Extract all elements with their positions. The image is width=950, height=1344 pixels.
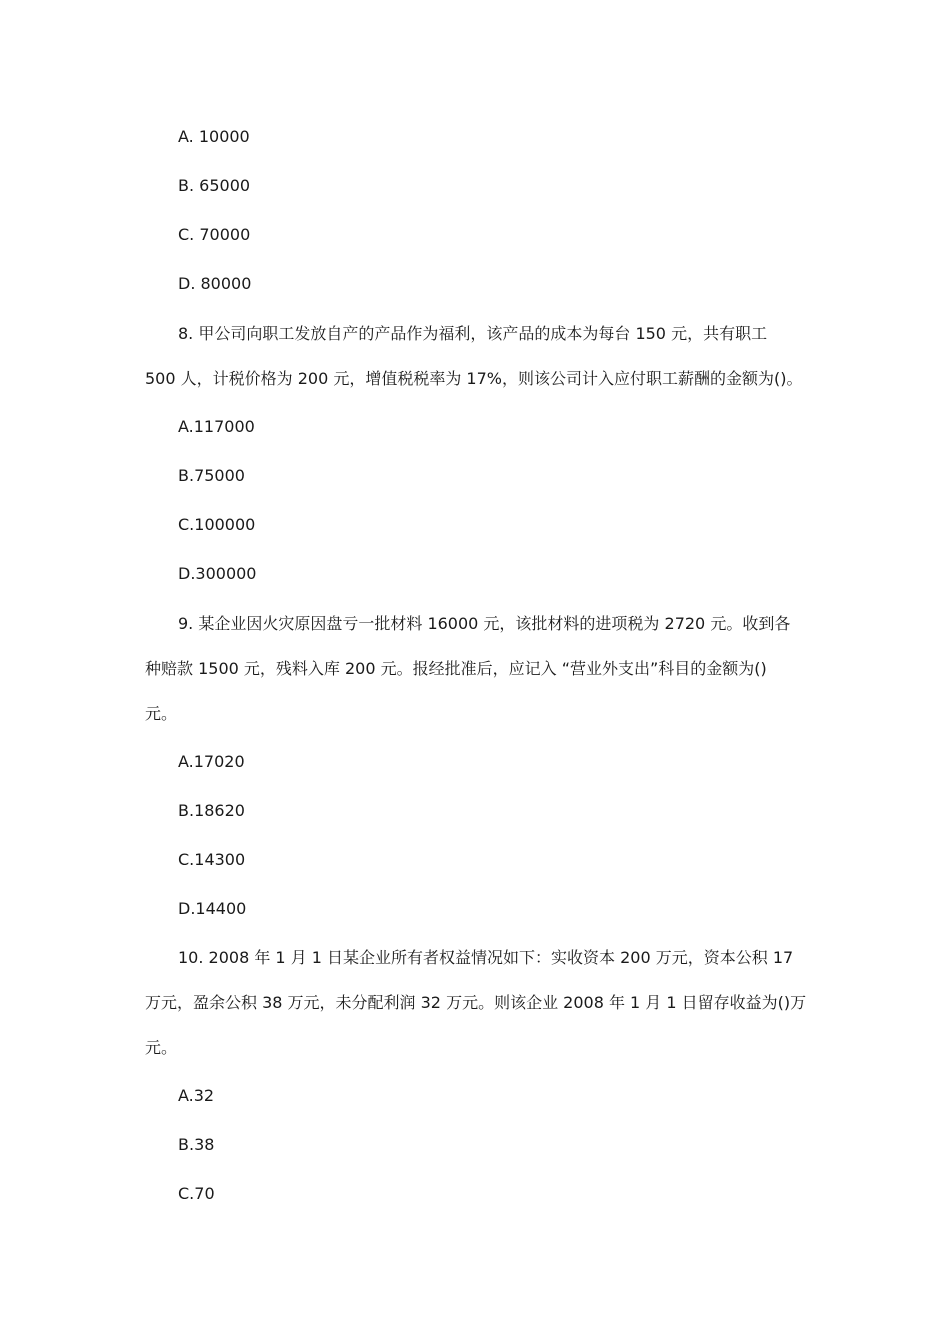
- question-9-option-c: C.14300: [178, 850, 246, 869]
- question-9-line-2: 种赔款 1500 元，残料入库 200 元。报经批准后，应记入 “营业外支出”科目的金额为(): [145, 659, 767, 678]
- question-8-line-2: 500 人，计税价格为 200 元，增值税税率为 17%，则该公司计入应付职工薪酬的金额为()。: [145, 369, 803, 388]
- question-9-option-d: D.14400: [178, 899, 247, 918]
- question-8-option-c: C.100000: [178, 515, 256, 534]
- question-8-option-a: A.117000: [178, 417, 255, 436]
- question-9-option-b: B.18620: [178, 801, 245, 820]
- question-8-line-1: 8. 甲公司向职工发放自产的产品作为福利，该产品的成本为每台 150 元，共有职工: [178, 324, 768, 343]
- question-10-line-1: 10. 2008 年 1 月 1 日某企业所有者权益情况如下：实收资本 200 万元，资本公积 17: [178, 948, 794, 967]
- option-b-prev: B. 65000: [178, 176, 251, 195]
- question-9-option-a: A.17020: [178, 752, 245, 771]
- option-d-prev: D. 80000: [178, 274, 252, 293]
- option-c-prev: C. 70000: [178, 225, 251, 244]
- question-10-line-2: 万元，盈余公积 38 万元，未分配利润 32 万元。则该企业 2008 年 1 月 1 日留存收益为()万: [145, 993, 807, 1012]
- question-8-option-d: D.300000: [178, 564, 257, 583]
- question-10-option-b: B.38: [178, 1135, 215, 1154]
- question-10-option-a: A.32: [178, 1086, 215, 1105]
- question-9-line-1: 9. 某企业因火灾原因盘亏一批材料 16000 元，该批材料的进项税为 2720 元。收到各: [178, 614, 791, 633]
- option-a-prev: A. 10000: [178, 127, 250, 146]
- question-10-option-c: C.70: [178, 1184, 215, 1203]
- question-10-line-3: 元。: [145, 1038, 178, 1057]
- question-8-option-b: B.75000: [178, 466, 245, 485]
- question-9-line-3: 元。: [145, 704, 178, 723]
